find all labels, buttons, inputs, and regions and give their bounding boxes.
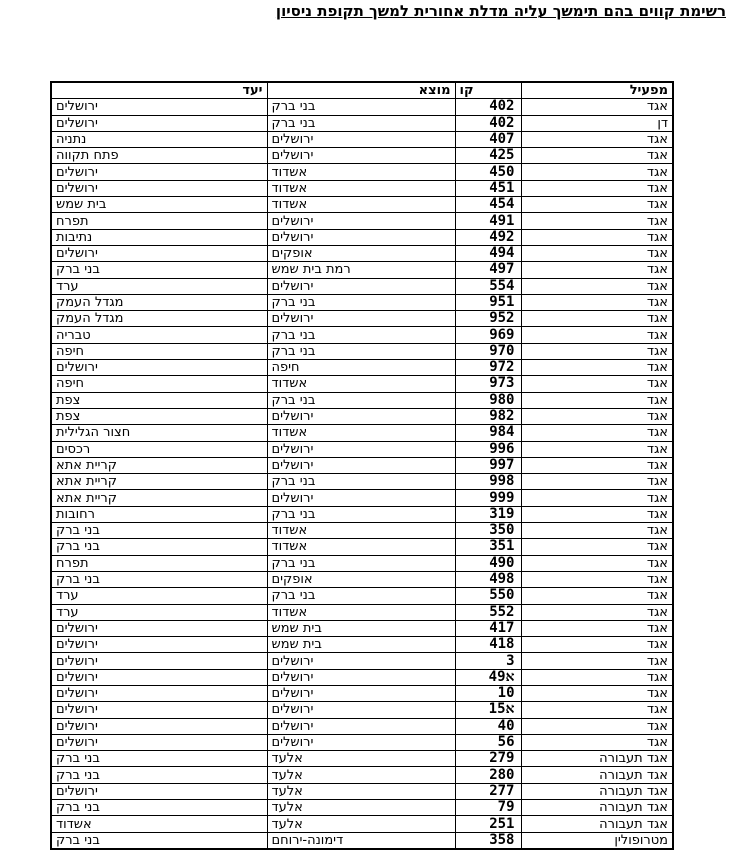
table-row	[51, 490, 673, 506]
cell-destination: בני ברק	[51, 832, 267, 849]
table-row	[51, 278, 673, 294]
cell-line: 982	[455, 408, 521, 424]
cell-destination: ערד	[51, 604, 267, 620]
table-row	[51, 311, 673, 327]
cell-line: 984	[455, 425, 521, 441]
cell-line: 280	[455, 767, 521, 783]
cell-origin: ירושלים	[267, 441, 455, 457]
cell-operator: אגד תעבורה	[521, 800, 673, 816]
cell-destination: תפרח	[51, 555, 267, 571]
cell-line: 998	[455, 474, 521, 490]
table-row	[51, 604, 673, 620]
cell-line: 251	[455, 816, 521, 832]
cell-operator: אגד	[521, 637, 673, 653]
cell-destination: ירושלים	[51, 653, 267, 669]
cell-origin: אשדוד	[267, 539, 455, 555]
table-row	[51, 832, 673, 849]
cell-operator: אגד	[521, 131, 673, 147]
header-destination: יעד	[51, 82, 267, 99]
cell-operator: אגד	[521, 441, 673, 457]
cell-origin: ירושלים	[267, 311, 455, 327]
cell-destination: צפת	[51, 392, 267, 408]
table-row	[51, 408, 673, 424]
cell-operator: אגד	[521, 245, 673, 261]
cell-destination: ירושלים	[51, 360, 267, 376]
cell-origin: בני ברק	[267, 327, 455, 343]
cell-line: 279	[455, 751, 521, 767]
cell-operator: אגד	[521, 343, 673, 359]
cell-line: 980	[455, 392, 521, 408]
cell-origin: ירושלים	[267, 685, 455, 701]
cell-line: 490	[455, 555, 521, 571]
cell-line: 969	[455, 327, 521, 343]
cell-operator: אגד	[521, 588, 673, 604]
cell-line: 491	[455, 213, 521, 229]
cell-destination: ערד	[51, 588, 267, 604]
cell-origin: אופקים	[267, 245, 455, 261]
cell-operator: אגד	[521, 457, 673, 473]
cell-line: 552	[455, 604, 521, 620]
cell-destination: קריית אתא	[51, 490, 267, 506]
cell-destination: בני ברק	[51, 751, 267, 767]
cell-origin: ירושלים	[267, 278, 455, 294]
table-row	[51, 425, 673, 441]
cell-line: 451	[455, 180, 521, 196]
cell-operator: אגד	[521, 180, 673, 196]
cell-line: 494	[455, 245, 521, 261]
cell-origin: ירושלים	[267, 457, 455, 473]
cell-line: 319	[455, 506, 521, 522]
table-row	[51, 376, 673, 392]
cell-origin: ירושלים	[267, 702, 455, 718]
cell-destination: טבריה	[51, 327, 267, 343]
cell-operator: אגד תעבורה	[521, 816, 673, 832]
cell-origin: בית שמש	[267, 620, 455, 636]
cell-origin: אלעד	[267, 816, 455, 832]
cell-destination: פתח תקווה	[51, 148, 267, 164]
cell-destination: אשדוד	[51, 816, 267, 832]
cell-origin: ירושלים	[267, 669, 455, 685]
cell-origin: ירושלים	[267, 408, 455, 424]
cell-line: 407	[455, 131, 521, 147]
table-row	[51, 653, 673, 669]
table-header-row	[51, 82, 673, 99]
cell-operator: אגד	[521, 197, 673, 213]
cell-operator: אגד	[521, 474, 673, 490]
cell-operator: אגד	[521, 685, 673, 701]
cell-line: 454	[455, 197, 521, 213]
table-row	[51, 767, 673, 783]
cell-destination: ירושלים	[51, 99, 267, 115]
cell-line: 56	[455, 734, 521, 750]
cell-origin: אשדוד	[267, 180, 455, 196]
cell-destination: בני ברק	[51, 800, 267, 816]
cell-origin: בני ברק	[267, 506, 455, 522]
cell-line: 952	[455, 311, 521, 327]
cell-origin: בני ברק	[267, 294, 455, 310]
cell-origin: אשדוד	[267, 604, 455, 620]
cell-line: 972	[455, 360, 521, 376]
cell-operator: מטרופולין	[521, 832, 673, 849]
table-row	[51, 702, 673, 718]
table-row	[51, 343, 673, 359]
table-row	[51, 523, 673, 539]
cell-origin: בני ברק	[267, 99, 455, 115]
cell-origin: אלעד	[267, 783, 455, 799]
table-row	[51, 620, 673, 636]
table-row	[51, 360, 673, 376]
cell-destination: בית שמש	[51, 197, 267, 213]
cell-operator: אגד	[521, 278, 673, 294]
cell-operator: אגד	[521, 164, 673, 180]
cell-origin: בני ברק	[267, 343, 455, 359]
cell-operator: אגד	[521, 99, 673, 115]
table-row	[51, 164, 673, 180]
table-row	[51, 327, 673, 343]
cell-origin: בני ברק	[267, 115, 455, 131]
cell-origin: ירושלים	[267, 653, 455, 669]
cell-line: 3	[455, 653, 521, 669]
cell-destination: ירושלים	[51, 783, 267, 799]
cell-line: 999	[455, 490, 521, 506]
table-row	[51, 294, 673, 310]
cell-destination: נתיבות	[51, 229, 267, 245]
cell-line: 996	[455, 441, 521, 457]
cell-origin: אלעד	[267, 751, 455, 767]
routes-table	[50, 81, 674, 850]
cell-origin: בית שמש	[267, 637, 455, 653]
cell-origin: אלעד	[267, 800, 455, 816]
cell-destination: חצור הגלילית	[51, 425, 267, 441]
header-line: קו	[455, 82, 521, 99]
table-row	[51, 131, 673, 147]
cell-origin: אלעד	[267, 767, 455, 783]
table-row	[51, 588, 673, 604]
table-row	[51, 734, 673, 750]
cell-origin: בני ברק	[267, 474, 455, 490]
cell-destination: ירושלים	[51, 718, 267, 734]
cell-destination: מגדל העמק	[51, 294, 267, 310]
table-row	[51, 685, 673, 701]
table-row	[51, 718, 673, 734]
table-row	[51, 800, 673, 816]
cell-line: 951	[455, 294, 521, 310]
table-row	[51, 262, 673, 278]
cell-destination: ירושלים	[51, 685, 267, 701]
table-row	[51, 392, 673, 408]
cell-destination: ערד	[51, 278, 267, 294]
cell-origin: אשדוד	[267, 197, 455, 213]
cell-operator: אגד	[521, 262, 673, 278]
cell-line: 550	[455, 588, 521, 604]
cell-operator: אגד	[521, 490, 673, 506]
cell-origin: ירושלים	[267, 131, 455, 147]
cell-operator: אגד	[521, 539, 673, 555]
cell-operator: אגד	[521, 392, 673, 408]
cell-origin: אופקים	[267, 571, 455, 587]
table-row	[51, 555, 673, 571]
cell-line: 402	[455, 115, 521, 131]
cell-destination: חיפה	[51, 343, 267, 359]
header-operator: מפעיל	[521, 82, 673, 99]
cell-destination: צפת	[51, 408, 267, 424]
cell-line: 358	[455, 832, 521, 849]
cell-operator: אגד	[521, 718, 673, 734]
table-row	[51, 213, 673, 229]
cell-destination: חיפה	[51, 376, 267, 392]
table-row	[51, 669, 673, 685]
table-row	[51, 783, 673, 799]
cell-origin: אשדוד	[267, 164, 455, 180]
cell-destination: בני ברק	[51, 523, 267, 539]
cell-operator: אגד	[521, 408, 673, 424]
cell-origin: ירושלים	[267, 213, 455, 229]
cell-line: 402	[455, 99, 521, 115]
cell-origin: דימונה-ירוחם	[267, 832, 455, 849]
cell-destination: מגדל העמק	[51, 311, 267, 327]
document-title: רשימת קווים בהם תימשך עליה מדלת אחורית למשך תקופת ניסיון	[275, 2, 726, 20]
cell-operator: אגד	[521, 620, 673, 636]
cell-origin: ירושלים	[267, 490, 455, 506]
table-row	[51, 457, 673, 473]
cell-line: 554	[455, 278, 521, 294]
cell-origin: חיפה	[267, 360, 455, 376]
cell-operator: אגד	[521, 604, 673, 620]
cell-destination: ירושלים	[51, 637, 267, 653]
cell-operator: אגד תעבורה	[521, 767, 673, 783]
table-row	[51, 99, 673, 115]
cell-operator: אגד תעבורה	[521, 783, 673, 799]
cell-line: 49א	[455, 669, 521, 685]
cell-operator: אגד תעבורה	[521, 751, 673, 767]
table-row	[51, 539, 673, 555]
table-row	[51, 180, 673, 196]
cell-line: 450	[455, 164, 521, 180]
cell-origin: ירושלים	[267, 148, 455, 164]
cell-operator: אגד	[521, 229, 673, 245]
cell-destination: בני ברק	[51, 262, 267, 278]
table-row	[51, 751, 673, 767]
cell-destination: רכסים	[51, 441, 267, 457]
table-row	[51, 229, 673, 245]
table-row	[51, 637, 673, 653]
routes-table-container	[50, 81, 672, 850]
table-row	[51, 571, 673, 587]
cell-operator: אגד	[521, 734, 673, 750]
cell-operator: אגד	[521, 148, 673, 164]
cell-operator: אגד	[521, 506, 673, 522]
routes-table-body	[51, 99, 673, 849]
cell-destination: רחובות	[51, 506, 267, 522]
cell-operator: אגד	[521, 327, 673, 343]
cell-operator: אגד	[521, 669, 673, 685]
cell-operator: אגד	[521, 376, 673, 392]
cell-line: 970	[455, 343, 521, 359]
table-row	[51, 197, 673, 213]
cell-origin: בני ברק	[267, 392, 455, 408]
cell-origin: אשדוד	[267, 376, 455, 392]
table-row	[51, 245, 673, 261]
table-row	[51, 474, 673, 490]
cell-operator: אגד	[521, 702, 673, 718]
cell-line: 15א	[455, 702, 521, 718]
cell-destination: קריית אתא	[51, 474, 267, 490]
cell-operator: אגד	[521, 360, 673, 376]
cell-line: 497	[455, 262, 521, 278]
cell-line: 997	[455, 457, 521, 473]
cell-line: 40	[455, 718, 521, 734]
cell-origin: אשדוד	[267, 425, 455, 441]
cell-line: 10	[455, 685, 521, 701]
cell-destination: ירושלים	[51, 115, 267, 131]
cell-operator: אגד	[521, 653, 673, 669]
cell-origin: רמת בית שמש	[267, 262, 455, 278]
table-row	[51, 506, 673, 522]
cell-line: 79	[455, 800, 521, 816]
table-row	[51, 441, 673, 457]
cell-operator: אגד	[521, 425, 673, 441]
cell-operator: אגד	[521, 571, 673, 587]
cell-origin: ירושלים	[267, 229, 455, 245]
cell-destination: ירושלים	[51, 620, 267, 636]
cell-line: 498	[455, 571, 521, 587]
cell-line: 492	[455, 229, 521, 245]
cell-destination: בני ברק	[51, 767, 267, 783]
cell-line: 350	[455, 523, 521, 539]
cell-destination: ירושלים	[51, 734, 267, 750]
cell-destination: ירושלים	[51, 180, 267, 196]
cell-line: 973	[455, 376, 521, 392]
cell-origin: בני ברק	[267, 588, 455, 604]
cell-destination: ירושלים	[51, 702, 267, 718]
cell-operator: דן	[521, 115, 673, 131]
cell-line: 417	[455, 620, 521, 636]
table-row	[51, 148, 673, 164]
cell-origin: אשדוד	[267, 523, 455, 539]
cell-origin: ירושלים	[267, 718, 455, 734]
cell-destination: בני ברק	[51, 571, 267, 587]
cell-line: 351	[455, 539, 521, 555]
cell-origin: ירושלים	[267, 734, 455, 750]
cell-line: 425	[455, 148, 521, 164]
table-row	[51, 816, 673, 832]
table-row	[51, 115, 673, 131]
cell-origin: בני ברק	[267, 555, 455, 571]
cell-operator: אגד	[521, 555, 673, 571]
cell-destination: תפרח	[51, 213, 267, 229]
cell-operator: אגד	[521, 311, 673, 327]
cell-operator: אגד	[521, 523, 673, 539]
cell-line: 418	[455, 637, 521, 653]
cell-line: 277	[455, 783, 521, 799]
cell-destination: בני ברק	[51, 539, 267, 555]
cell-operator: אגד	[521, 213, 673, 229]
cell-destination: נתניה	[51, 131, 267, 147]
cell-destination: קריית אתא	[51, 457, 267, 473]
cell-destination: ירושלים	[51, 669, 267, 685]
header-origin: מוצא	[267, 82, 455, 99]
cell-destination: ירושלים	[51, 245, 267, 261]
cell-destination: ירושלים	[51, 164, 267, 180]
cell-operator: אגד	[521, 294, 673, 310]
